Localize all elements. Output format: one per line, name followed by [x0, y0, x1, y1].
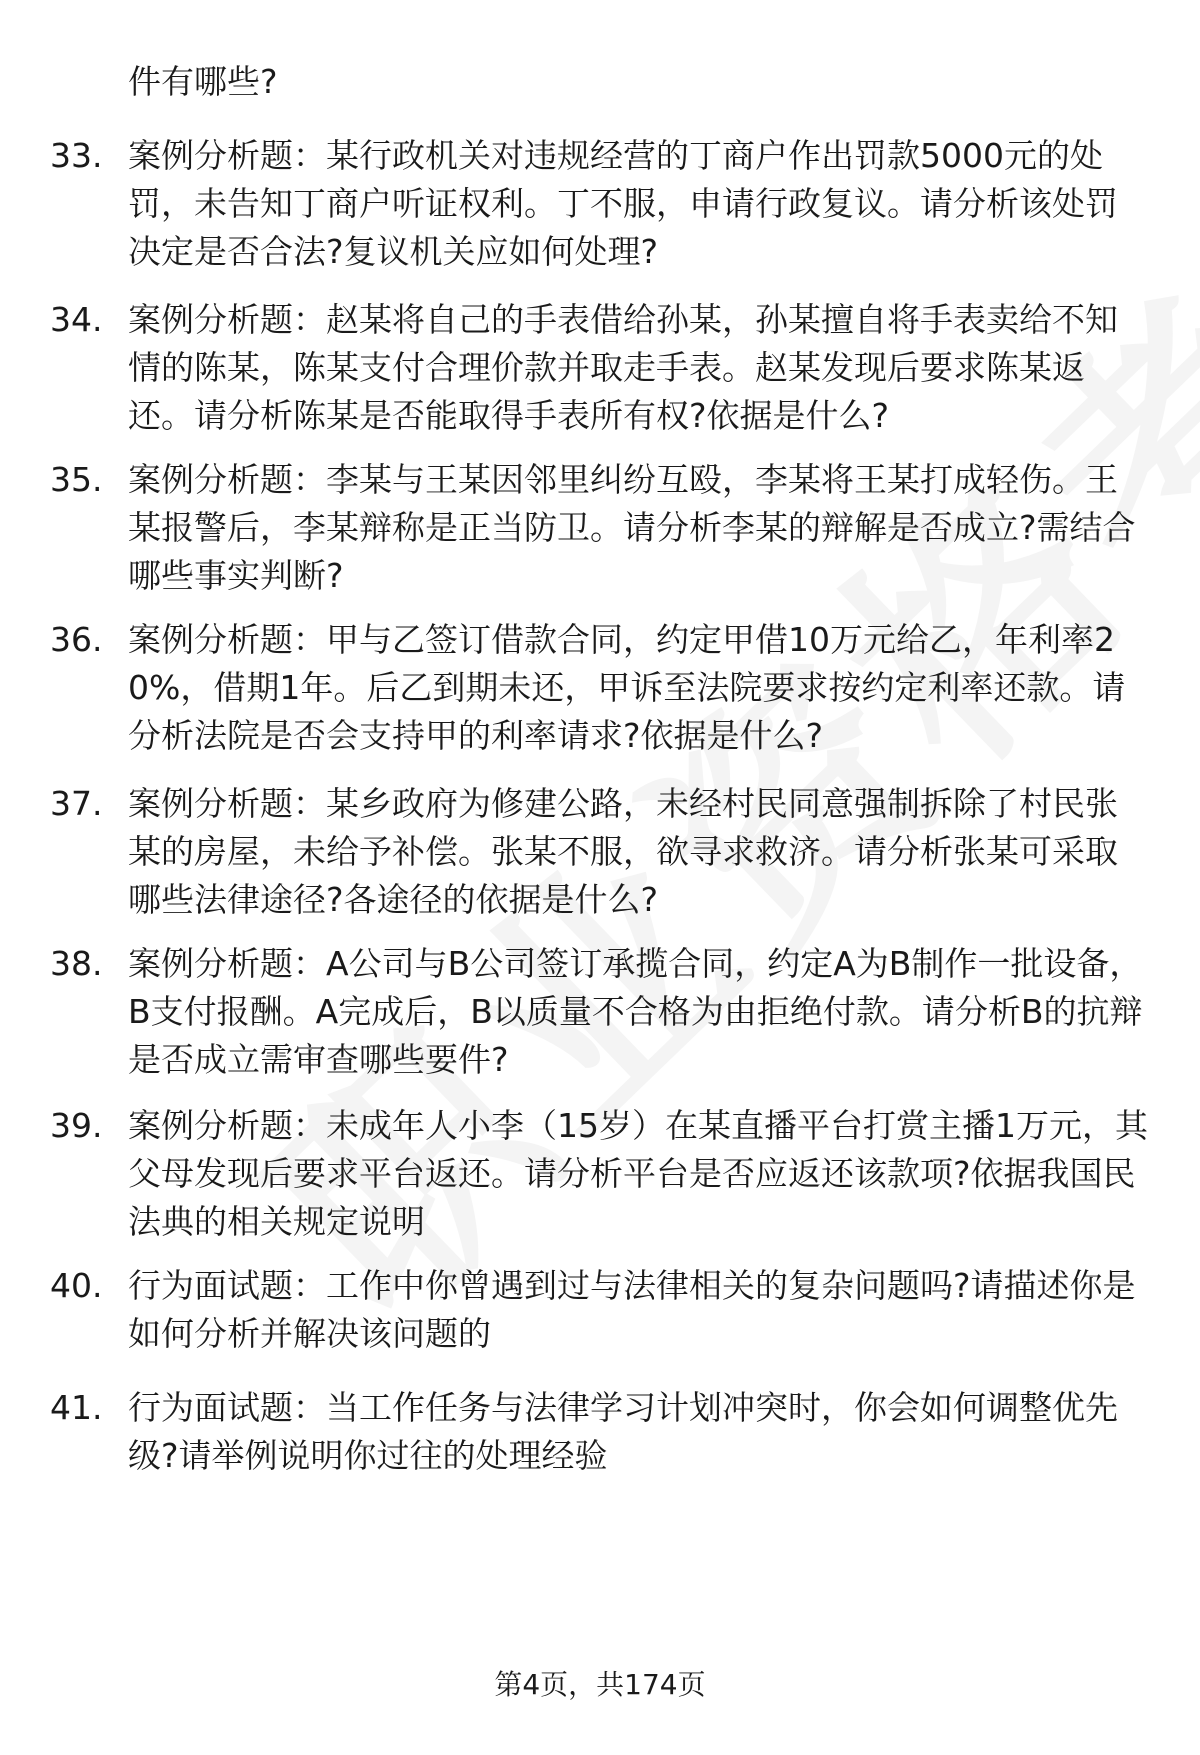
question-number: 40.	[50, 1266, 103, 1305]
question-number: 36.	[50, 620, 103, 659]
question-text: 案例分析题：李某与王某因邻里纠纷互殴，李某将王某打成轻伤。王某报警后，李某辩称是正当防卫。请分析李某的辩解是否成立?需结合哪些事实判断?	[128, 460, 1136, 595]
question-text: 行为面试题：当工作任务与法律学习计划冲突时，你会如何调整优先级?请举例说明你过往的处理经验	[128, 1388, 1118, 1475]
question-text: 案例分析题：赵某将自己的手表借给孙某，孙某擅自将手表卖给不知情的陈某，陈某支付合理价款并取走手表。赵某发现后要求陈某返还。请分析陈某是否能取得手表所有权?依据是什么?	[128, 300, 1118, 435]
question-number: 35.	[50, 460, 103, 499]
page-number-footer: 第4页，共174页	[494, 1668, 706, 1701]
question-number: 34.	[50, 300, 103, 339]
question-text: 案例分析题：未成年人小李（15岁）在某直播平台打赏主播1万元，其父母发现后要求平台返还。请分析平台是否应返还该款项?依据我国民法典的相关规定说明	[128, 1106, 1148, 1241]
question-number: 38.	[50, 944, 103, 983]
continued-question-text: 件有哪些?	[128, 62, 278, 101]
question-text: 案例分析题：某乡政府为修建公路，未经村民同意强制拆除了村民张某的房屋，未给予补偿。张某不服，欲寻求救济。请分析张某可采取哪些法律途径?各途径的依据是什么?	[128, 784, 1118, 919]
question-text: 行为面试题：工作中你曾遇到过与法律相关的复杂问题吗?请描述你是如何分析并解决该问题的	[128, 1266, 1136, 1353]
question-number: 41.	[50, 1388, 103, 1427]
question-number: 37.	[50, 784, 103, 823]
question-text: 案例分析题：某行政机关对违规经营的丁商户作出罚款5000元的处罚，未告知丁商户听证权利。丁不服，申请行政复议。请分析该处罚决定是否合法?复议机关应如何处理?	[128, 136, 1118, 271]
question-number: 39.	[50, 1106, 103, 1145]
question-text: 案例分析题：甲与乙签订借款合同，约定甲借10万元给乙，年利率20%，借期1年。后乙到期未还，甲诉至法院要求按约定利率还款。请分析法院是否会支持甲的利率请求?依据是什么?	[128, 620, 1126, 755]
question-text: 案例分析题：A公司与B公司签订承揽合同，约定A为B制作一批设备，B支付报酬。A完成后，B以质量不合格为由拒绝付款。请分析B的抗辩是否成立需审查哪些要件?	[128, 944, 1143, 1079]
question-number: 33.	[50, 136, 103, 175]
